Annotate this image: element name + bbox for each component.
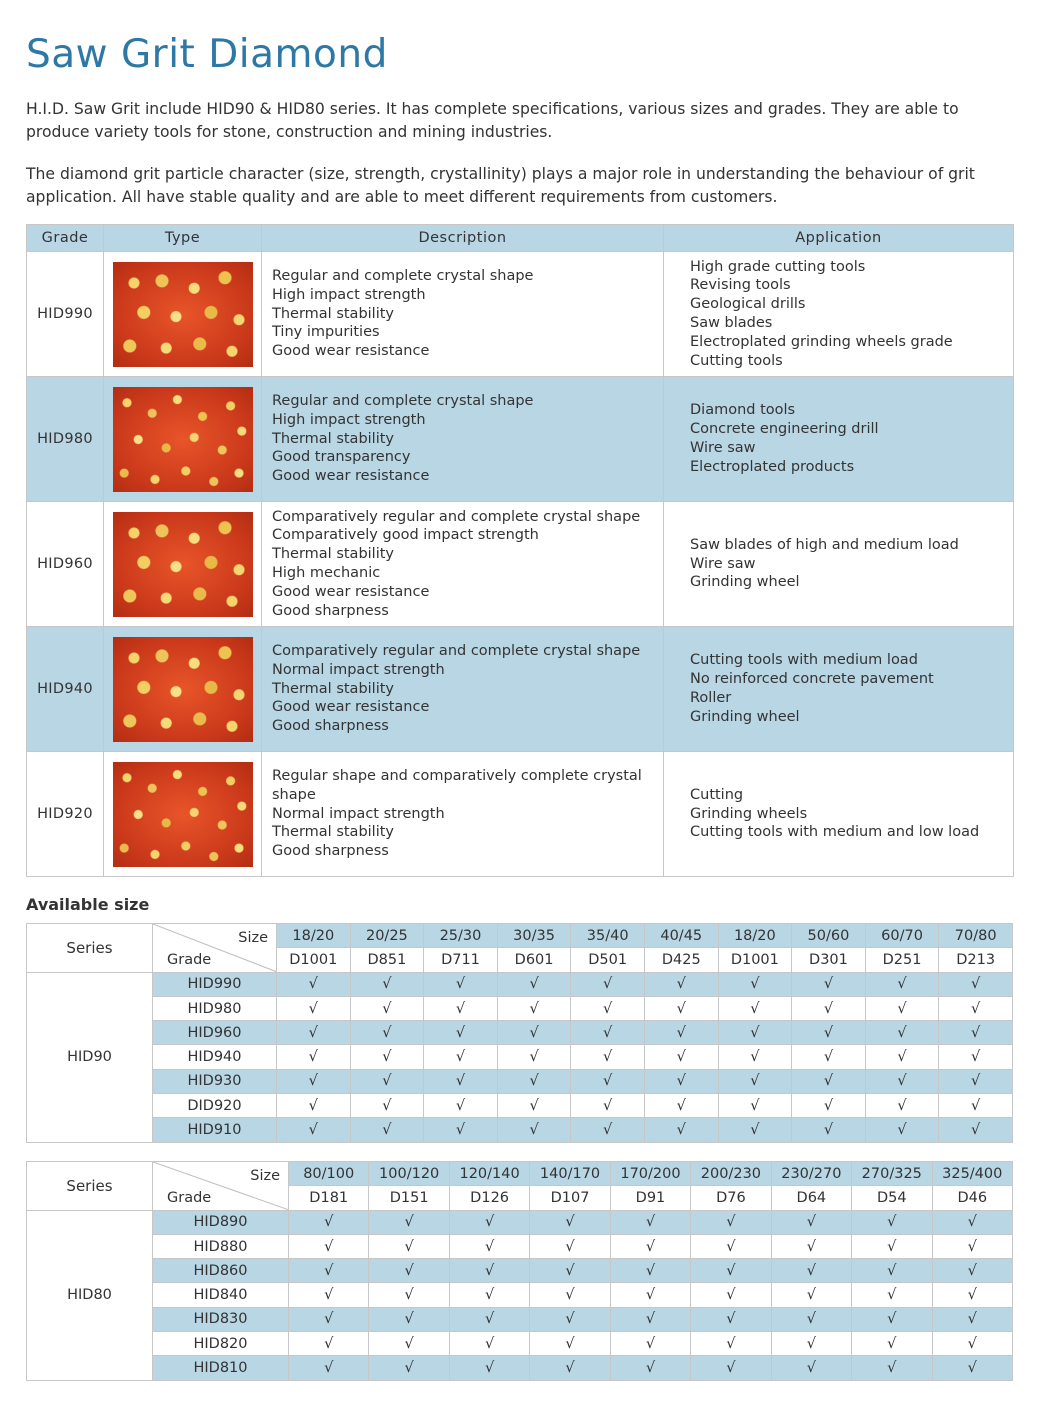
availability-check: √ bbox=[610, 1234, 690, 1258]
grade-name: HID990 bbox=[153, 972, 277, 996]
size-range: 120/140 bbox=[449, 1162, 529, 1186]
availability-check: √ bbox=[350, 1094, 424, 1118]
availability-check: √ bbox=[644, 1118, 718, 1142]
availability-check: √ bbox=[718, 1045, 792, 1069]
application-line: Roller bbox=[690, 690, 732, 706]
availability-check: √ bbox=[571, 1094, 645, 1118]
size-range: 25/30 bbox=[424, 924, 498, 948]
availability-check: √ bbox=[369, 1259, 449, 1283]
availability-check: √ bbox=[691, 1234, 771, 1258]
grade-name: HID840 bbox=[153, 1283, 289, 1307]
availability-check: √ bbox=[865, 996, 939, 1020]
page-title: Saw Grit Diamond bbox=[26, 32, 388, 77]
description-line: Good sharpness bbox=[272, 718, 389, 735]
availability-check: √ bbox=[865, 1021, 939, 1045]
availability-check: √ bbox=[644, 996, 718, 1020]
size-code: D711 bbox=[424, 948, 498, 972]
availability-check: √ bbox=[852, 1259, 932, 1283]
application-line: High grade cutting tools bbox=[690, 258, 866, 275]
availability-check: √ bbox=[369, 1356, 449, 1380]
size-code: D301 bbox=[792, 948, 866, 972]
size-header-row bbox=[27, 1162, 1013, 1186]
availability-check: √ bbox=[939, 1094, 1013, 1118]
grade-size-row bbox=[27, 996, 1013, 1020]
description-cell bbox=[262, 627, 664, 752]
availability-check: √ bbox=[289, 1356, 369, 1380]
availability-check: √ bbox=[497, 972, 571, 996]
availability-check: √ bbox=[530, 1283, 610, 1307]
availability-check: √ bbox=[530, 1332, 610, 1356]
size-grade-corner bbox=[153, 1162, 289, 1211]
availability-check: √ bbox=[792, 1069, 866, 1093]
availability-check: √ bbox=[932, 1356, 1013, 1380]
description-cell bbox=[262, 502, 664, 627]
application-line: Saw blades bbox=[690, 315, 773, 331]
application-line: Saw blades of high and medium load bbox=[690, 536, 959, 553]
availability-check: √ bbox=[771, 1356, 851, 1380]
availability-check: √ bbox=[571, 996, 645, 1020]
application-line: Grinding wheels bbox=[690, 805, 808, 822]
availability-check: √ bbox=[369, 1283, 449, 1307]
size-range: 30/35 bbox=[497, 924, 571, 948]
availability-check: √ bbox=[497, 1021, 571, 1045]
availability-check: √ bbox=[865, 972, 939, 996]
crystal-image bbox=[113, 262, 253, 367]
size-range: 40/45 bbox=[644, 924, 718, 948]
availability-check: √ bbox=[718, 1118, 792, 1142]
availability-check: √ bbox=[852, 1332, 932, 1356]
availability-check: √ bbox=[571, 1045, 645, 1069]
availability-check: √ bbox=[792, 996, 866, 1020]
intro-paragraph-2: The diamond grit particle character (size, strength, crystallinity) plays a major role in understanding the behaviour of grit application. All have stable quality and are able to meet different requirements from customers. bbox=[26, 165, 975, 206]
availability-check: √ bbox=[771, 1307, 851, 1331]
description-line: Good wear resistance bbox=[272, 468, 430, 485]
availability-check: √ bbox=[852, 1283, 932, 1307]
grade-name: HID820 bbox=[153, 1332, 289, 1356]
availability-check: √ bbox=[369, 1307, 449, 1331]
application-line: Wire saw bbox=[690, 440, 756, 456]
availability-check: √ bbox=[792, 1094, 866, 1118]
grade-label: Grade bbox=[167, 1189, 212, 1206]
availability-check: √ bbox=[792, 1045, 866, 1069]
availability-check: √ bbox=[530, 1210, 610, 1234]
grade-name: HID940 bbox=[153, 1045, 277, 1069]
availability-check: √ bbox=[865, 1045, 939, 1069]
availability-check: √ bbox=[865, 1118, 939, 1142]
availability-check: √ bbox=[350, 996, 424, 1020]
availability-check: √ bbox=[289, 1332, 369, 1356]
crystal-image bbox=[113, 387, 253, 492]
application-line: Grinding wheel bbox=[690, 708, 800, 725]
size-code: D1001 bbox=[277, 948, 351, 972]
application-line: Concrete engineering drill bbox=[690, 421, 879, 438]
availability-check: √ bbox=[771, 1283, 851, 1307]
availability-check: √ bbox=[289, 1283, 369, 1307]
description-line: Thermal stability bbox=[272, 546, 395, 563]
availability-check: √ bbox=[939, 1069, 1013, 1093]
availability-check: √ bbox=[350, 1069, 424, 1093]
availability-check: √ bbox=[289, 1234, 369, 1258]
description-line: High impact strength bbox=[272, 411, 426, 428]
header-grade: Grade bbox=[27, 225, 104, 252]
availability-check: √ bbox=[644, 1045, 718, 1069]
type-cell bbox=[104, 377, 262, 502]
availability-check: √ bbox=[571, 972, 645, 996]
availability-check: √ bbox=[277, 972, 351, 996]
availability-check: √ bbox=[718, 972, 792, 996]
availability-check: √ bbox=[932, 1210, 1013, 1234]
availability-check: √ bbox=[424, 1094, 498, 1118]
availability-check: √ bbox=[449, 1259, 529, 1283]
availability-check: √ bbox=[691, 1356, 771, 1380]
availability-check: √ bbox=[718, 1069, 792, 1093]
grade-row bbox=[27, 502, 1014, 627]
grade-name: HID980 bbox=[153, 996, 277, 1020]
availability-check: √ bbox=[792, 1021, 866, 1045]
size-code: D126 bbox=[449, 1186, 529, 1210]
type-cell bbox=[104, 752, 262, 877]
availability-check: √ bbox=[424, 1069, 498, 1093]
availability-check: √ bbox=[771, 1332, 851, 1356]
availability-check: √ bbox=[939, 1045, 1013, 1069]
grade-name: HID910 bbox=[153, 1118, 277, 1142]
size-header-row bbox=[27, 924, 1013, 948]
description-line: Normal impact strength bbox=[272, 805, 445, 822]
size-grade-corner bbox=[153, 924, 277, 973]
grade-table bbox=[26, 224, 1014, 877]
grade-name: DID920 bbox=[153, 1094, 277, 1118]
application-line: Electroplated products bbox=[690, 458, 855, 475]
availability-check: √ bbox=[369, 1332, 449, 1356]
availability-check: √ bbox=[939, 1021, 1013, 1045]
availability-check: √ bbox=[497, 996, 571, 1020]
availability-check: √ bbox=[932, 1307, 1013, 1331]
application-line: Electroplated grinding wheels grade bbox=[690, 333, 953, 350]
availability-check: √ bbox=[932, 1332, 1013, 1356]
description-line: Good sharpness bbox=[272, 843, 389, 860]
size-range: 140/170 bbox=[530, 1162, 610, 1186]
application-line: Geological drills bbox=[690, 296, 806, 313]
availability-check: √ bbox=[497, 1118, 571, 1142]
grade-size-row bbox=[27, 1356, 1013, 1380]
size-range: 60/70 bbox=[865, 924, 939, 948]
application-line: Cutting tools with medium load bbox=[690, 652, 918, 669]
availability-check: √ bbox=[571, 1069, 645, 1093]
application-cell bbox=[664, 377, 1014, 502]
availability-check: √ bbox=[571, 1021, 645, 1045]
size-code: D601 bbox=[497, 948, 571, 972]
availability-check: √ bbox=[497, 1045, 571, 1069]
availability-check: √ bbox=[792, 1118, 866, 1142]
description-line: Normal impact strength bbox=[272, 661, 445, 678]
header-application: Application bbox=[664, 225, 1014, 252]
grade-name: HID960 bbox=[153, 1021, 277, 1045]
grade-row bbox=[27, 252, 1014, 377]
availability-check: √ bbox=[277, 1094, 351, 1118]
application-line: Revising tools bbox=[690, 277, 791, 294]
availability-check: √ bbox=[289, 1259, 369, 1283]
availability-check: √ bbox=[610, 1210, 690, 1234]
size-code: D107 bbox=[530, 1186, 610, 1210]
availability-check: √ bbox=[289, 1307, 369, 1331]
application-line: Cutting tools bbox=[690, 352, 783, 369]
size-range: 325/400 bbox=[932, 1162, 1013, 1186]
description-line: High impact strength bbox=[272, 286, 426, 303]
grade-cell: HID940 bbox=[27, 627, 104, 752]
grade-name: HID930 bbox=[153, 1069, 277, 1093]
availability-check: √ bbox=[644, 1094, 718, 1118]
size-code: D1001 bbox=[718, 948, 792, 972]
application-line: Grinding wheel bbox=[690, 574, 800, 591]
availability-check: √ bbox=[530, 1356, 610, 1380]
grade-cell: HID980 bbox=[27, 377, 104, 502]
size-code: D501 bbox=[571, 948, 645, 972]
availability-check: √ bbox=[449, 1210, 529, 1234]
availability-check: √ bbox=[932, 1283, 1013, 1307]
grade-cell: HID990 bbox=[27, 252, 104, 377]
type-cell bbox=[104, 502, 262, 627]
availability-check: √ bbox=[718, 996, 792, 1020]
description-line: Comparatively good impact strength bbox=[272, 527, 539, 544]
availability-check: √ bbox=[852, 1356, 932, 1380]
availability-check: √ bbox=[277, 1045, 351, 1069]
availability-check: √ bbox=[277, 1069, 351, 1093]
grade-size-row bbox=[27, 1094, 1013, 1118]
grade-name: HID810 bbox=[153, 1356, 289, 1380]
size-label: Size bbox=[238, 930, 268, 946]
intro-paragraph-1: H.I.D. Saw Grit include HID90 & HID80 series. It has complete specifications, various sizes and grades. They are able to produce variety tools for stone, construction and mining industries. bbox=[26, 100, 959, 141]
application-cell bbox=[664, 252, 1014, 377]
size-code: D251 bbox=[865, 948, 939, 972]
availability-check: √ bbox=[691, 1283, 771, 1307]
application-line: No reinforced concrete pavement bbox=[690, 671, 934, 688]
application-cell bbox=[664, 627, 1014, 752]
description-line: Good transparency bbox=[272, 449, 411, 466]
size-code: D54 bbox=[852, 1186, 932, 1210]
grade-cell: HID960 bbox=[27, 502, 104, 627]
availability-check: √ bbox=[277, 1021, 351, 1045]
size-range: 70/80 bbox=[939, 924, 1013, 948]
application-line: Cutting tools with medium and low load bbox=[690, 824, 980, 841]
header-type: Type bbox=[104, 225, 262, 252]
availability-check: √ bbox=[350, 1118, 424, 1142]
availability-check: √ bbox=[718, 1021, 792, 1045]
availability-check: √ bbox=[610, 1283, 690, 1307]
grade-size-row bbox=[27, 1307, 1013, 1331]
availability-check: √ bbox=[932, 1259, 1013, 1283]
availability-check: √ bbox=[644, 972, 718, 996]
series-name: HID90 bbox=[27, 972, 153, 1142]
size-range: 18/20 bbox=[718, 924, 792, 948]
grade-row bbox=[27, 752, 1014, 877]
description-line: High mechanic bbox=[272, 565, 381, 581]
availability-check: √ bbox=[852, 1307, 932, 1331]
series-header: Series bbox=[27, 1162, 153, 1211]
description-line: Good wear resistance bbox=[272, 583, 430, 600]
size-range: 100/120 bbox=[369, 1162, 449, 1186]
grade-size-row bbox=[27, 1259, 1013, 1283]
description-line: Thermal stability bbox=[272, 430, 395, 447]
availability-check: √ bbox=[369, 1210, 449, 1234]
grade-label: Grade bbox=[167, 951, 212, 968]
size-range: 80/100 bbox=[289, 1162, 369, 1186]
availability-check: √ bbox=[449, 1332, 529, 1356]
description-cell bbox=[262, 377, 664, 502]
type-cell bbox=[104, 252, 262, 377]
description-line: Thermal stability bbox=[272, 680, 395, 697]
description-line: Good wear resistance bbox=[272, 343, 430, 360]
grade-size-row bbox=[27, 1118, 1013, 1142]
size-code: D213 bbox=[939, 948, 1013, 972]
availability-check: √ bbox=[424, 1021, 498, 1045]
availability-check: √ bbox=[610, 1356, 690, 1380]
availability-check: √ bbox=[691, 1307, 771, 1331]
availability-check: √ bbox=[277, 996, 351, 1020]
size-code: D851 bbox=[350, 948, 424, 972]
availability-check: √ bbox=[939, 1118, 1013, 1142]
description-line: Tiny impurities bbox=[272, 324, 380, 341]
availability-check: √ bbox=[610, 1307, 690, 1331]
description-cell bbox=[262, 252, 664, 377]
size-label: Size bbox=[250, 1168, 280, 1184]
application-cell bbox=[664, 502, 1014, 627]
size-range: 230/270 bbox=[771, 1162, 851, 1186]
availability-check: √ bbox=[865, 1094, 939, 1118]
availability-check: √ bbox=[571, 1118, 645, 1142]
series-header: Series bbox=[27, 924, 153, 973]
availability-check: √ bbox=[449, 1234, 529, 1258]
crystal-image bbox=[113, 762, 253, 867]
series-name: HID80 bbox=[27, 1210, 153, 1380]
availability-check: √ bbox=[792, 972, 866, 996]
availability-check: √ bbox=[424, 972, 498, 996]
grade-size-row bbox=[27, 1045, 1013, 1069]
grade-row bbox=[27, 627, 1014, 752]
availability-check: √ bbox=[350, 1021, 424, 1045]
availability-check: √ bbox=[610, 1259, 690, 1283]
availability-check: √ bbox=[644, 1069, 718, 1093]
availability-check: √ bbox=[497, 1094, 571, 1118]
size-range: 200/230 bbox=[691, 1162, 771, 1186]
description-line: Good sharpness bbox=[272, 602, 389, 619]
available-size-label: Available size bbox=[26, 895, 150, 914]
size-range: 20/25 bbox=[350, 924, 424, 948]
availability-check: √ bbox=[350, 1045, 424, 1069]
availability-check: √ bbox=[530, 1307, 610, 1331]
crystal-image bbox=[113, 637, 253, 742]
availability-check: √ bbox=[530, 1234, 610, 1258]
availability-check: √ bbox=[449, 1283, 529, 1307]
grade-size-row bbox=[27, 1069, 1013, 1093]
availability-check: √ bbox=[691, 1332, 771, 1356]
size-code: D151 bbox=[369, 1186, 449, 1210]
availability-check: √ bbox=[449, 1307, 529, 1331]
availability-check: √ bbox=[771, 1210, 851, 1234]
size-range: 170/200 bbox=[610, 1162, 690, 1186]
description-line: Thermal stability bbox=[272, 305, 395, 322]
availability-check: √ bbox=[530, 1259, 610, 1283]
size-code: D64 bbox=[771, 1186, 851, 1210]
availability-check: √ bbox=[424, 996, 498, 1020]
availability-check: √ bbox=[424, 1045, 498, 1069]
grade-name: HID830 bbox=[153, 1307, 289, 1331]
size-range: 270/325 bbox=[852, 1162, 932, 1186]
size-code: D46 bbox=[932, 1186, 1013, 1210]
grade-size-row bbox=[27, 1021, 1013, 1045]
description-line: Thermal stability bbox=[272, 824, 395, 841]
grade-row bbox=[27, 377, 1014, 502]
size-table-hid90 bbox=[26, 923, 1013, 1143]
availability-check: √ bbox=[939, 996, 1013, 1020]
description-line: Regular and complete crystal shape bbox=[272, 393, 534, 409]
application-line: Cutting bbox=[690, 786, 744, 803]
availability-check: √ bbox=[610, 1332, 690, 1356]
grade-name: HID890 bbox=[153, 1210, 289, 1234]
availability-check: √ bbox=[497, 1069, 571, 1093]
description-line: Good wear resistance bbox=[272, 699, 430, 716]
size-code: D91 bbox=[610, 1186, 690, 1210]
size-range: 50/60 bbox=[792, 924, 866, 948]
grade-size-row bbox=[27, 1283, 1013, 1307]
size-code: D425 bbox=[644, 948, 718, 972]
availability-check: √ bbox=[277, 1118, 351, 1142]
size-range: 35/40 bbox=[571, 924, 645, 948]
grade-name: HID860 bbox=[153, 1259, 289, 1283]
availability-check: √ bbox=[691, 1259, 771, 1283]
availability-check: √ bbox=[350, 972, 424, 996]
application-line: Wire saw bbox=[690, 555, 756, 572]
description-line: Comparatively regular and complete crystal shape bbox=[272, 643, 641, 659]
crystal-image bbox=[113, 512, 253, 617]
grade-size-row bbox=[27, 1234, 1013, 1258]
availability-check: √ bbox=[369, 1234, 449, 1258]
availability-check: √ bbox=[932, 1234, 1013, 1258]
availability-check: √ bbox=[771, 1234, 851, 1258]
availability-check: √ bbox=[644, 1021, 718, 1045]
availability-check: √ bbox=[939, 972, 1013, 996]
availability-check: √ bbox=[718, 1094, 792, 1118]
application-line: Diamond tools bbox=[690, 402, 796, 419]
size-code: D181 bbox=[289, 1186, 369, 1210]
availability-check: √ bbox=[852, 1210, 932, 1234]
size-table-hid80 bbox=[26, 1161, 1013, 1381]
application-cell bbox=[664, 752, 1014, 877]
availability-check: √ bbox=[771, 1259, 851, 1283]
availability-check: √ bbox=[449, 1356, 529, 1380]
type-cell bbox=[104, 627, 262, 752]
description-line: Comparatively regular and complete crystal shape bbox=[272, 508, 641, 525]
availability-check: √ bbox=[691, 1210, 771, 1234]
description-cell bbox=[262, 752, 664, 877]
description-line: Regular shape and comparatively complete crystal shape bbox=[272, 768, 642, 803]
grade-cell: HID920 bbox=[27, 752, 104, 877]
size-code: D76 bbox=[691, 1186, 771, 1210]
grade-name: HID880 bbox=[153, 1234, 289, 1258]
size-range: 18/20 bbox=[277, 924, 351, 948]
grade-size-row bbox=[27, 1210, 1013, 1234]
grade-size-row bbox=[27, 1332, 1013, 1356]
description-line: Regular and complete crystal shape bbox=[272, 268, 534, 284]
grade-size-row bbox=[27, 972, 1013, 996]
availability-check: √ bbox=[852, 1234, 932, 1258]
availability-check: √ bbox=[865, 1069, 939, 1093]
header-description: Description bbox=[262, 225, 664, 252]
availability-check: √ bbox=[424, 1118, 498, 1142]
availability-check: √ bbox=[289, 1210, 369, 1234]
